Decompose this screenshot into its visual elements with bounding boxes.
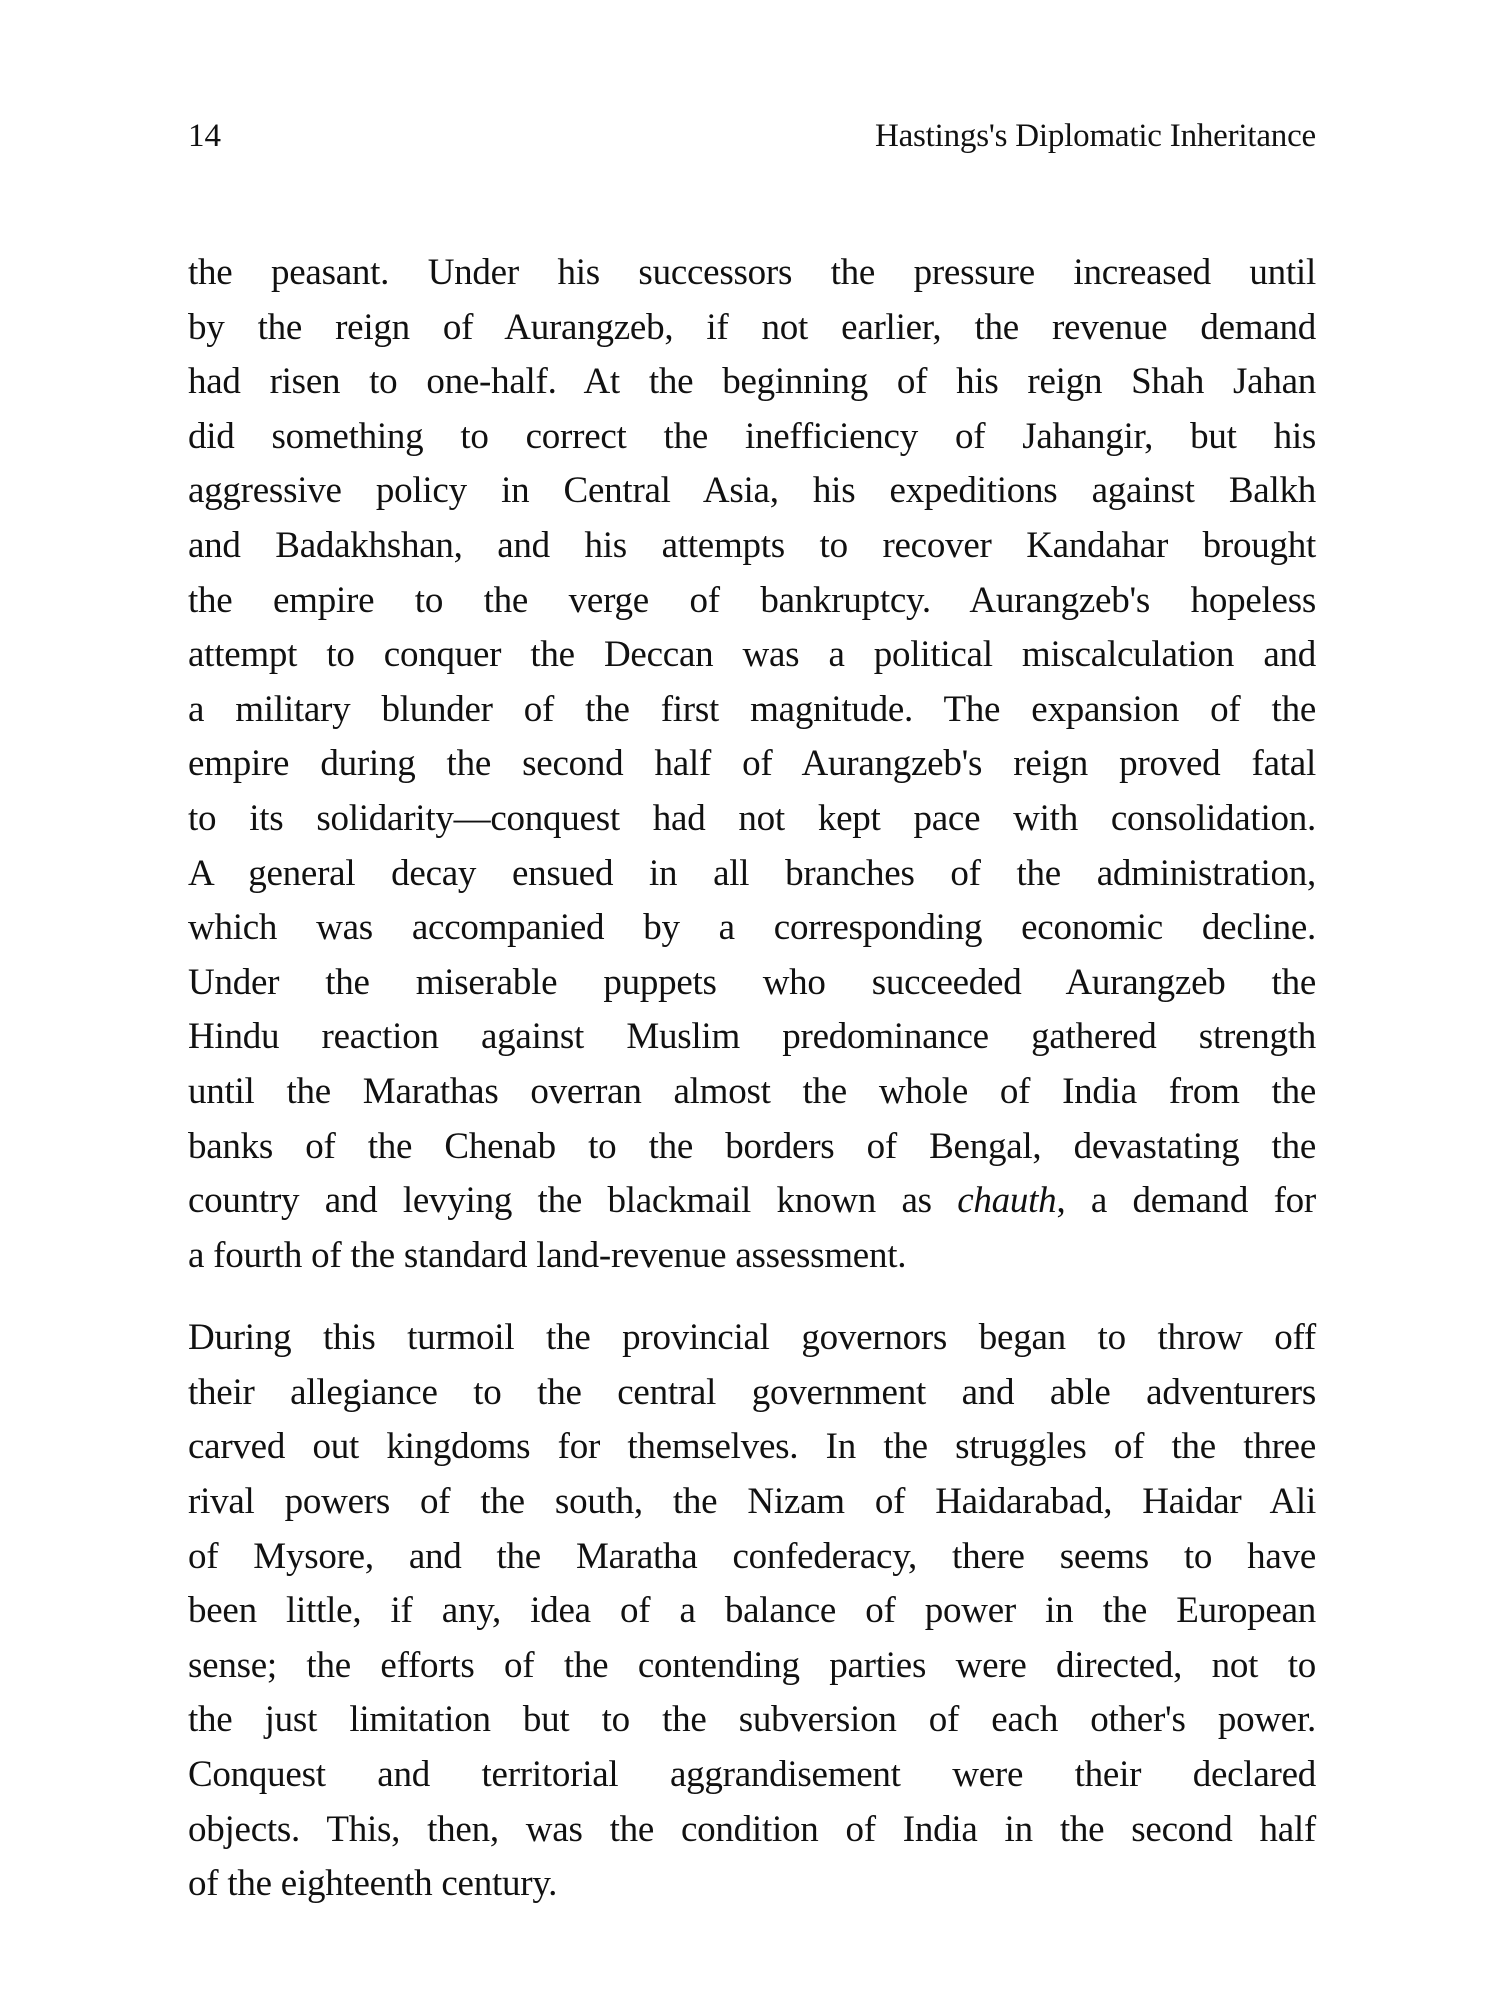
text-line: which was accompanied by a corresponding economic decline. — [188, 907, 1316, 949]
text-line-with-italic — [188, 1174, 1316, 1229]
body-text — [188, 246, 1316, 1912]
text-line: did something to correct the inefficiency of Jahangir, but his — [188, 415, 1316, 457]
text-line: to its solidarity—conquest had not kept pace with consolidation. — [188, 797, 1316, 839]
text-line: attempt to conquer the Deccan was a political miscalculation and — [188, 634, 1316, 676]
text-line: until the Marathas overran almost the whole of India from the — [188, 1070, 1316, 1112]
text-line: been little, if any, idea of a balance of power in the European — [188, 1590, 1316, 1632]
text-line: the empire to the verge of bankruptcy. Aurangzeb's hopeless — [188, 579, 1316, 621]
running-head — [188, 112, 1316, 160]
text-segment: country and levying the blackmail known as — [188, 1180, 958, 1222]
text-segment: , a demand for — [1056, 1180, 1316, 1222]
italic-term-chauth: chauth — [957, 1180, 1057, 1222]
text-line: by the reign of Aurangzeb, if not earlier, the revenue demand — [188, 306, 1316, 348]
text-line: objects. This, then, was the condition of India in the second half — [188, 1808, 1316, 1850]
text-line: During this turmoil the provincial governors began to throw off — [188, 1317, 1316, 1359]
text-line: Hindu reaction against Muslim predominance gathered strength — [188, 1016, 1316, 1058]
text-line: a military blunder of the first magnitude. The expansion of the — [188, 688, 1316, 730]
text-line: rival powers of the south, the Nizam of Haidarabad, Haidar Ali — [188, 1481, 1316, 1523]
running-title: Hastings's Diplomatic Inheritance — [874, 118, 1316, 154]
text-line: empire during the second half of Aurangzeb's reign proved fatal — [188, 743, 1316, 785]
text-line: Conquest and territorial aggrandisement were their declared — [188, 1754, 1316, 1796]
text-line-last: a fourth of the standard land-revenue assessment. — [188, 1234, 907, 1276]
text-line: sense; the efforts of the contending parties were directed, not to — [188, 1644, 1316, 1686]
text-line: the just limitation but to the subversion of each other's power. — [188, 1699, 1316, 1741]
paragraph-1 — [188, 246, 1316, 1283]
text-line: their allegiance to the central government and able adventurers — [188, 1371, 1316, 1413]
text-line: Under the miserable puppets who succeeded Aurangzeb the — [188, 961, 1316, 1003]
text-line: banks of the Chenab to the borders of Bengal, devastating the — [188, 1125, 1316, 1167]
text-line-last: of the eighteenth century. — [188, 1863, 558, 1905]
text-line: and Badakhshan, and his attempts to recover Kandahar brought — [188, 524, 1316, 566]
text-line: carved out kingdoms for themselves. In the struggles of the three — [188, 1426, 1316, 1468]
paragraph-2 — [188, 1311, 1316, 1912]
page-number: 14 — [188, 118, 221, 154]
text-line: had risen to one-half. At the beginning of his reign Shah Jahan — [188, 361, 1316, 403]
text-line: of Mysore, and the Maratha confederacy, there seems to have — [188, 1535, 1316, 1577]
text-line: aggressive policy in Central Asia, his expeditions against Balkh — [188, 470, 1316, 512]
text-line: A general decay ensued in all branches of the administration, — [188, 852, 1316, 894]
text-line: the peasant. Under his successors the pressure increased until — [188, 252, 1316, 293]
